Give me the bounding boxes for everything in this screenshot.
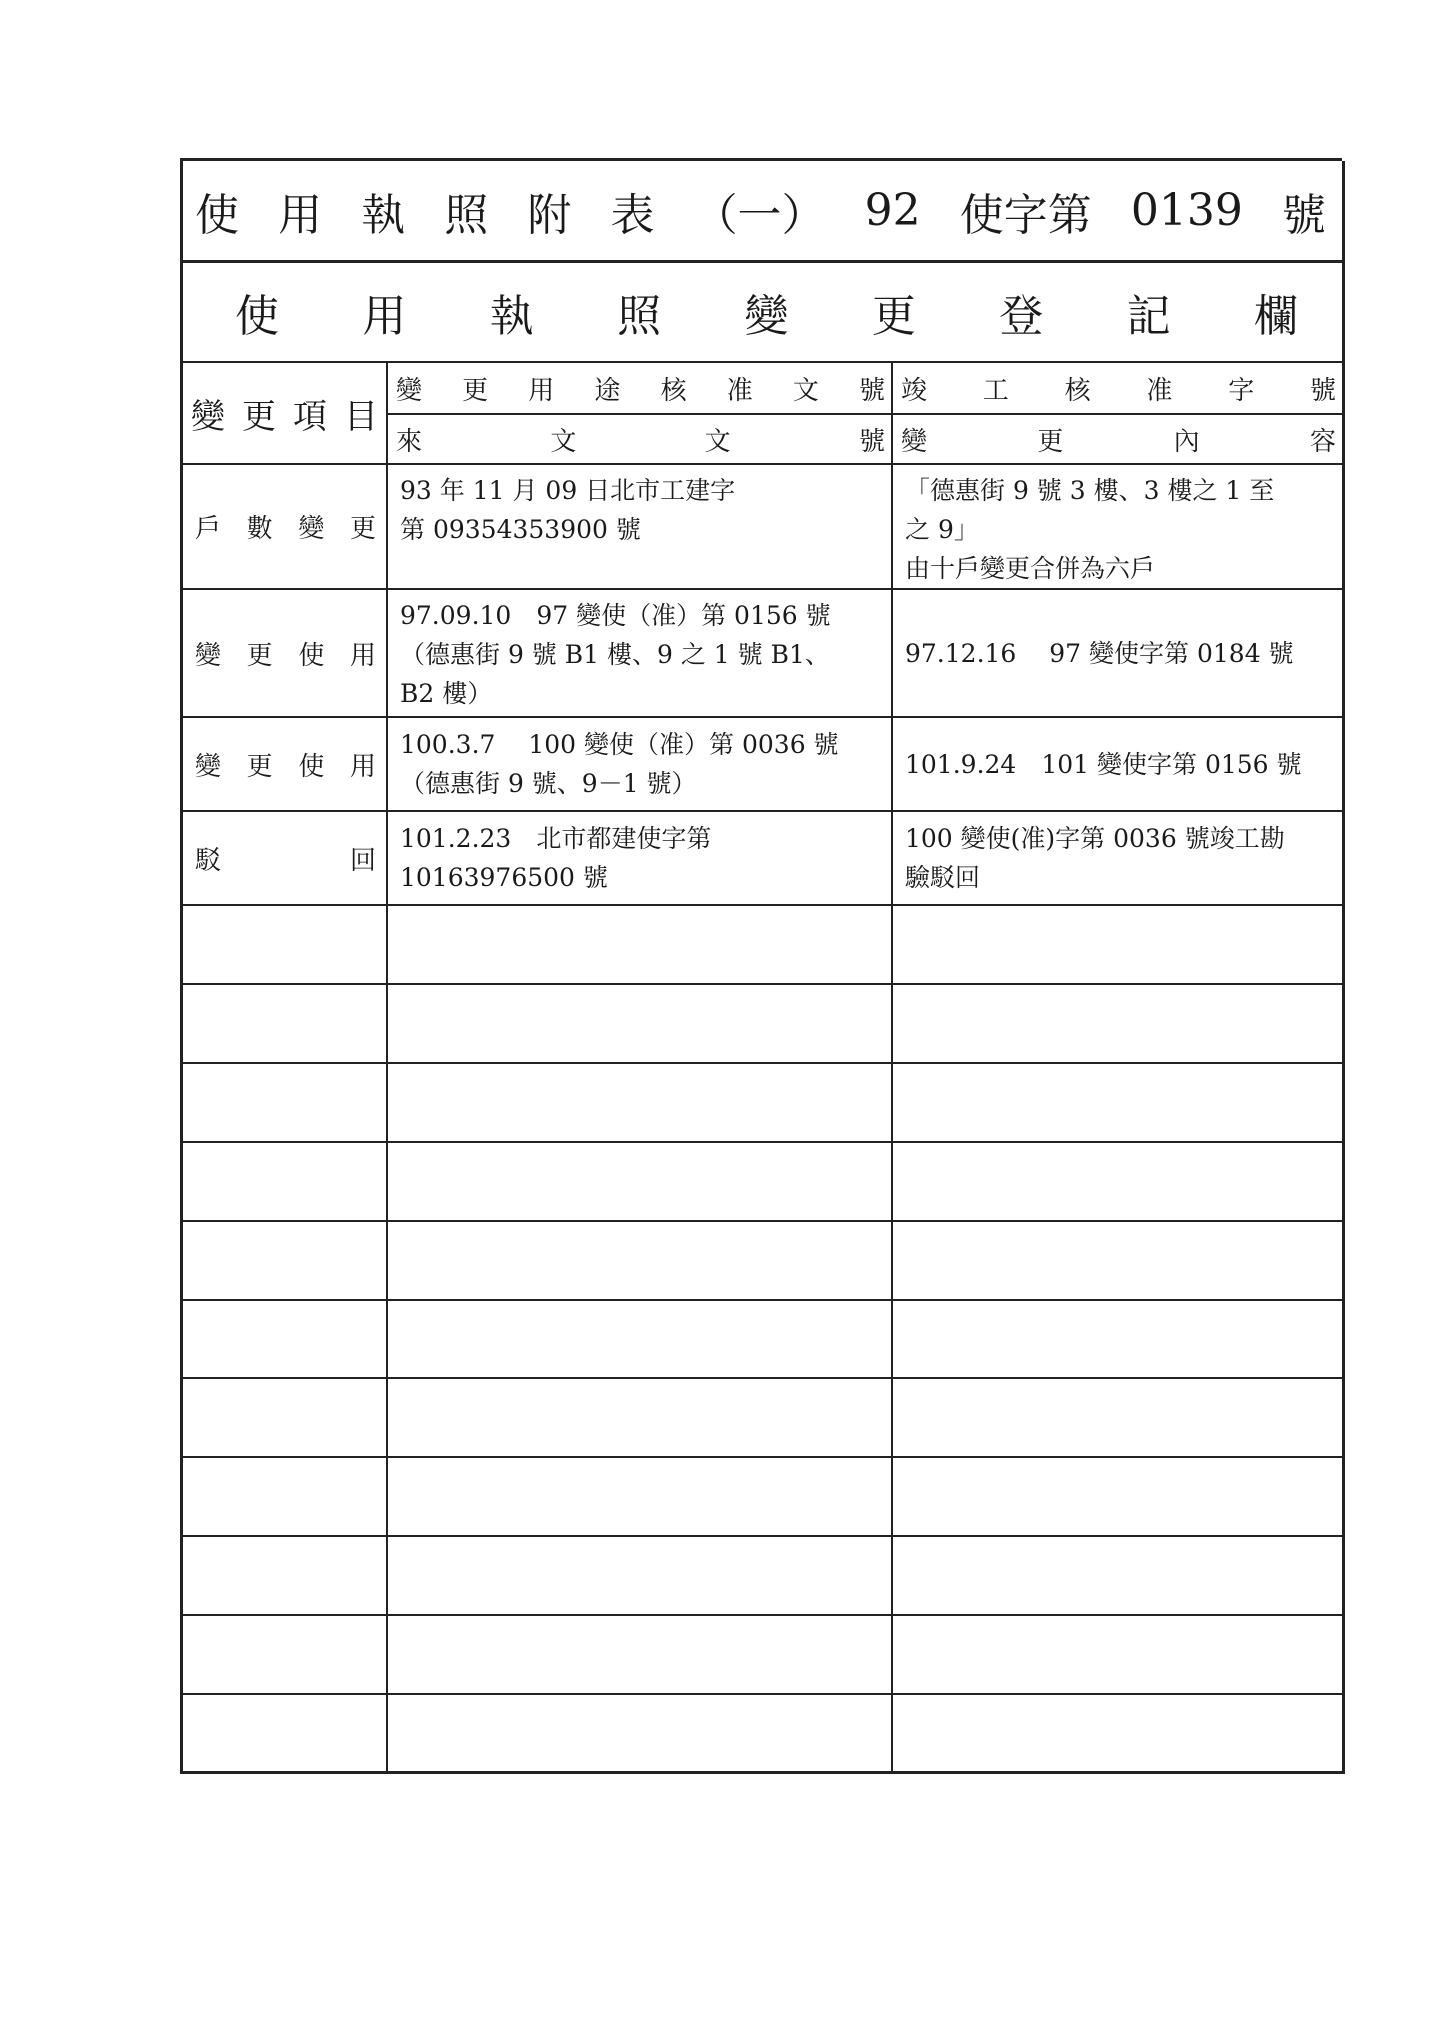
header-col3-top-text-char: 核 [1064, 375, 1091, 406]
header-col2-top-text-char: 核 [660, 375, 687, 406]
row-content [893, 812, 1345, 906]
empty-row-cell [893, 1379, 1345, 1458]
row-label-text [183, 812, 386, 904]
row-label [183, 812, 388, 906]
empty-row-cell [183, 1537, 388, 1616]
row-content-line: 97.12.16 97 變使字第 0184 號 [905, 638, 1294, 668]
row-content [893, 590, 1345, 718]
empty-row-cell [183, 906, 388, 985]
row-content-line: 101.9.24 101 變使字第 0156 號 [905, 749, 1302, 779]
header-col3-bottom-text-char: 內 [1173, 426, 1200, 457]
header-item-text-char: 變 [191, 396, 225, 437]
empty-row-cell [893, 906, 1345, 985]
empty-row-cell [893, 1143, 1345, 1222]
empty-row-cell [183, 1301, 388, 1380]
header-col2-top-text-char: 更 [462, 375, 489, 406]
subtitle-text-char: 欄 [1254, 291, 1298, 342]
header-col3-top-text-char: 工 [982, 375, 1009, 406]
empty-row-cell [183, 1695, 388, 1774]
empty-row-cell [893, 985, 1345, 1064]
header-col2-top [388, 363, 893, 415]
header-col3-top [893, 363, 1345, 415]
row-reference-line: 97.09.10 97 變使（准）第 0156 號 [400, 601, 831, 630]
row-reference-line: 93 年 11 月 09 日北市工建字 [400, 476, 736, 505]
doc-title [183, 161, 1345, 263]
empty-row-cell [183, 1064, 388, 1143]
empty-row-cell [183, 1379, 388, 1458]
subtitle-text-char: 登 [999, 291, 1044, 342]
row-reference-line: （德惠街 9 號、9－1 號） [400, 769, 697, 798]
empty-row-cell [388, 1301, 893, 1380]
empty-row-cell [183, 1222, 388, 1301]
header-col2-top-text-char: 變 [396, 375, 423, 406]
header-item-text-char: 項 [293, 396, 327, 437]
header-col2-top-text-char: 文 [792, 375, 819, 406]
empty-row-cell [388, 985, 893, 1064]
row-label-text-char: 更 [349, 514, 376, 544]
title-text-char: 執 [361, 189, 406, 241]
header-col2-top-text-char: 途 [594, 375, 621, 406]
row-content [893, 718, 1345, 812]
row-label-text-char: 變 [195, 751, 222, 782]
row-reference-line: B2 樓） [400, 679, 493, 708]
empty-row-cell [388, 1537, 893, 1616]
row-label-text-char: 回 [349, 845, 376, 876]
row-reference-line: 10163976500 號 [400, 863, 608, 892]
row-label-text-char: 更 [246, 751, 273, 782]
row-label-text [183, 590, 386, 716]
row-reference [388, 812, 893, 906]
empty-row-cell [893, 1301, 1345, 1380]
header-col2-bottom-text-char: 文 [550, 426, 577, 457]
subtitle-text [183, 263, 1342, 361]
title-text-char: 92 [864, 185, 921, 236]
header-col3-bottom-text [893, 415, 1342, 463]
header-col3-bottom [893, 415, 1345, 465]
empty-row-cell [183, 1616, 388, 1695]
header-item-text-char: 目 [344, 396, 378, 437]
title-text-char: 號 [1281, 189, 1326, 241]
empty-row-cell [183, 1458, 388, 1537]
row-reference [388, 465, 893, 590]
header-item [183, 363, 388, 465]
empty-row-cell [388, 1064, 893, 1143]
row-label-text-char: 更 [246, 640, 273, 671]
title-text-char: （一） [693, 189, 826, 241]
subtitle-text-char: 變 [744, 291, 789, 342]
empty-row-cell [183, 985, 388, 1064]
row-content-line: 100 變使(准)字第 0036 號竣工勘 [905, 824, 1285, 853]
header-item-text [183, 363, 386, 463]
row-label-text [183, 465, 386, 588]
subtitle-text-char: 記 [1126, 291, 1171, 342]
empty-row-cell [388, 906, 893, 985]
row-reference [388, 718, 893, 812]
title-text-char: 照 [444, 189, 489, 241]
header-col3-bottom-text-char: 更 [1037, 426, 1064, 457]
empty-row-cell [893, 1616, 1345, 1695]
row-label-text-char: 用 [349, 751, 376, 782]
row-content-line: 「德惠街 9 號 3 樓、3 樓之 1 至 [905, 476, 1275, 505]
header-col2-bottom [388, 415, 893, 465]
row-reference-line: （德惠街 9 號 B1 樓、9 之 1 號 B1、 [400, 640, 830, 669]
title-text [183, 161, 1342, 260]
row-content-line: 驗駁回 [905, 863, 981, 892]
row-label-text [183, 718, 386, 810]
subtitle-text-char: 更 [871, 291, 916, 342]
header-item-text-char: 更 [242, 396, 276, 437]
row-content-line: 由十戶變更合併為六戶 [905, 554, 1156, 583]
title-text-char: 用 [278, 189, 323, 241]
row-label-text-char: 使 [298, 640, 325, 671]
subtitle-text-char: 使 [235, 291, 279, 342]
row-content-line: 之 9」 [905, 515, 979, 544]
row-label-text-char: 變 [298, 514, 325, 544]
row-label-text-char: 數 [246, 514, 273, 544]
row-label [183, 465, 388, 590]
row-reference [388, 590, 893, 718]
row-label-text-char: 使 [298, 751, 325, 782]
row-label-text-char: 變 [195, 640, 222, 671]
row-reference-line: 100.3.7 100 變使（准）第 0036 號 [400, 730, 839, 759]
header-col3-top-text-char: 字 [1228, 375, 1255, 406]
empty-row-cell [893, 1222, 1345, 1301]
title-text-char: 附 [527, 189, 572, 241]
row-label [183, 590, 388, 718]
empty-row-cell [893, 1695, 1345, 1774]
empty-row-cell [388, 1379, 893, 1458]
header-col2-top-text [388, 363, 891, 413]
title-text-char: 0139 [1130, 185, 1243, 236]
title-text-char: 表 [610, 189, 655, 241]
row-reference-line: 101.2.23 北市都建使字第 [400, 824, 712, 853]
empty-row-cell [893, 1458, 1345, 1537]
header-col2-top-text-char: 用 [528, 375, 555, 406]
header-col2-bottom-text [388, 415, 891, 463]
empty-row-cell [388, 1616, 893, 1695]
header-col2-bottom-text-char: 來 [396, 426, 423, 457]
header-col3-top-text-char: 竣 [901, 375, 928, 406]
subtitle-text-char: 照 [617, 291, 662, 342]
header-col2-bottom-text-char: 號 [858, 426, 885, 457]
row-reference-line: 第 09354353900 號 [400, 515, 641, 544]
header-col2-top-text-char: 號 [858, 375, 885, 406]
empty-row-cell [893, 1537, 1345, 1616]
usage-permit-attachment-table [180, 158, 1342, 1774]
header-col3-bottom-text-char: 變 [901, 426, 928, 457]
empty-row-cell [183, 1143, 388, 1222]
header-col3-top-text [893, 363, 1342, 413]
row-label-text-char: 用 [349, 640, 376, 671]
row-label-text-char: 駁 [195, 845, 222, 876]
header-col3-top-text-char: 號 [1309, 375, 1336, 406]
subtitle-text-char: 執 [489, 291, 534, 342]
empty-row-cell [893, 1064, 1345, 1143]
header-col3-top-text-char: 准 [1146, 375, 1173, 406]
empty-row-cell [388, 1458, 893, 1537]
subtitle-text-char: 用 [362, 291, 407, 342]
doc-subtitle [183, 263, 1345, 363]
row-content [893, 465, 1345, 590]
empty-row-cell [388, 1143, 893, 1222]
title-text-char: 使 [195, 189, 239, 241]
empty-row-cell [388, 1222, 893, 1301]
header-col2-bottom-text-char: 文 [704, 426, 731, 457]
title-text-char: 使字第 [959, 189, 1092, 241]
row-label [183, 718, 388, 812]
empty-row-cell [388, 1695, 893, 1774]
row-label-text-char: 戶 [195, 514, 222, 544]
header-col3-bottom-text-char: 容 [1309, 426, 1336, 457]
header-col2-top-text-char: 准 [726, 375, 753, 406]
